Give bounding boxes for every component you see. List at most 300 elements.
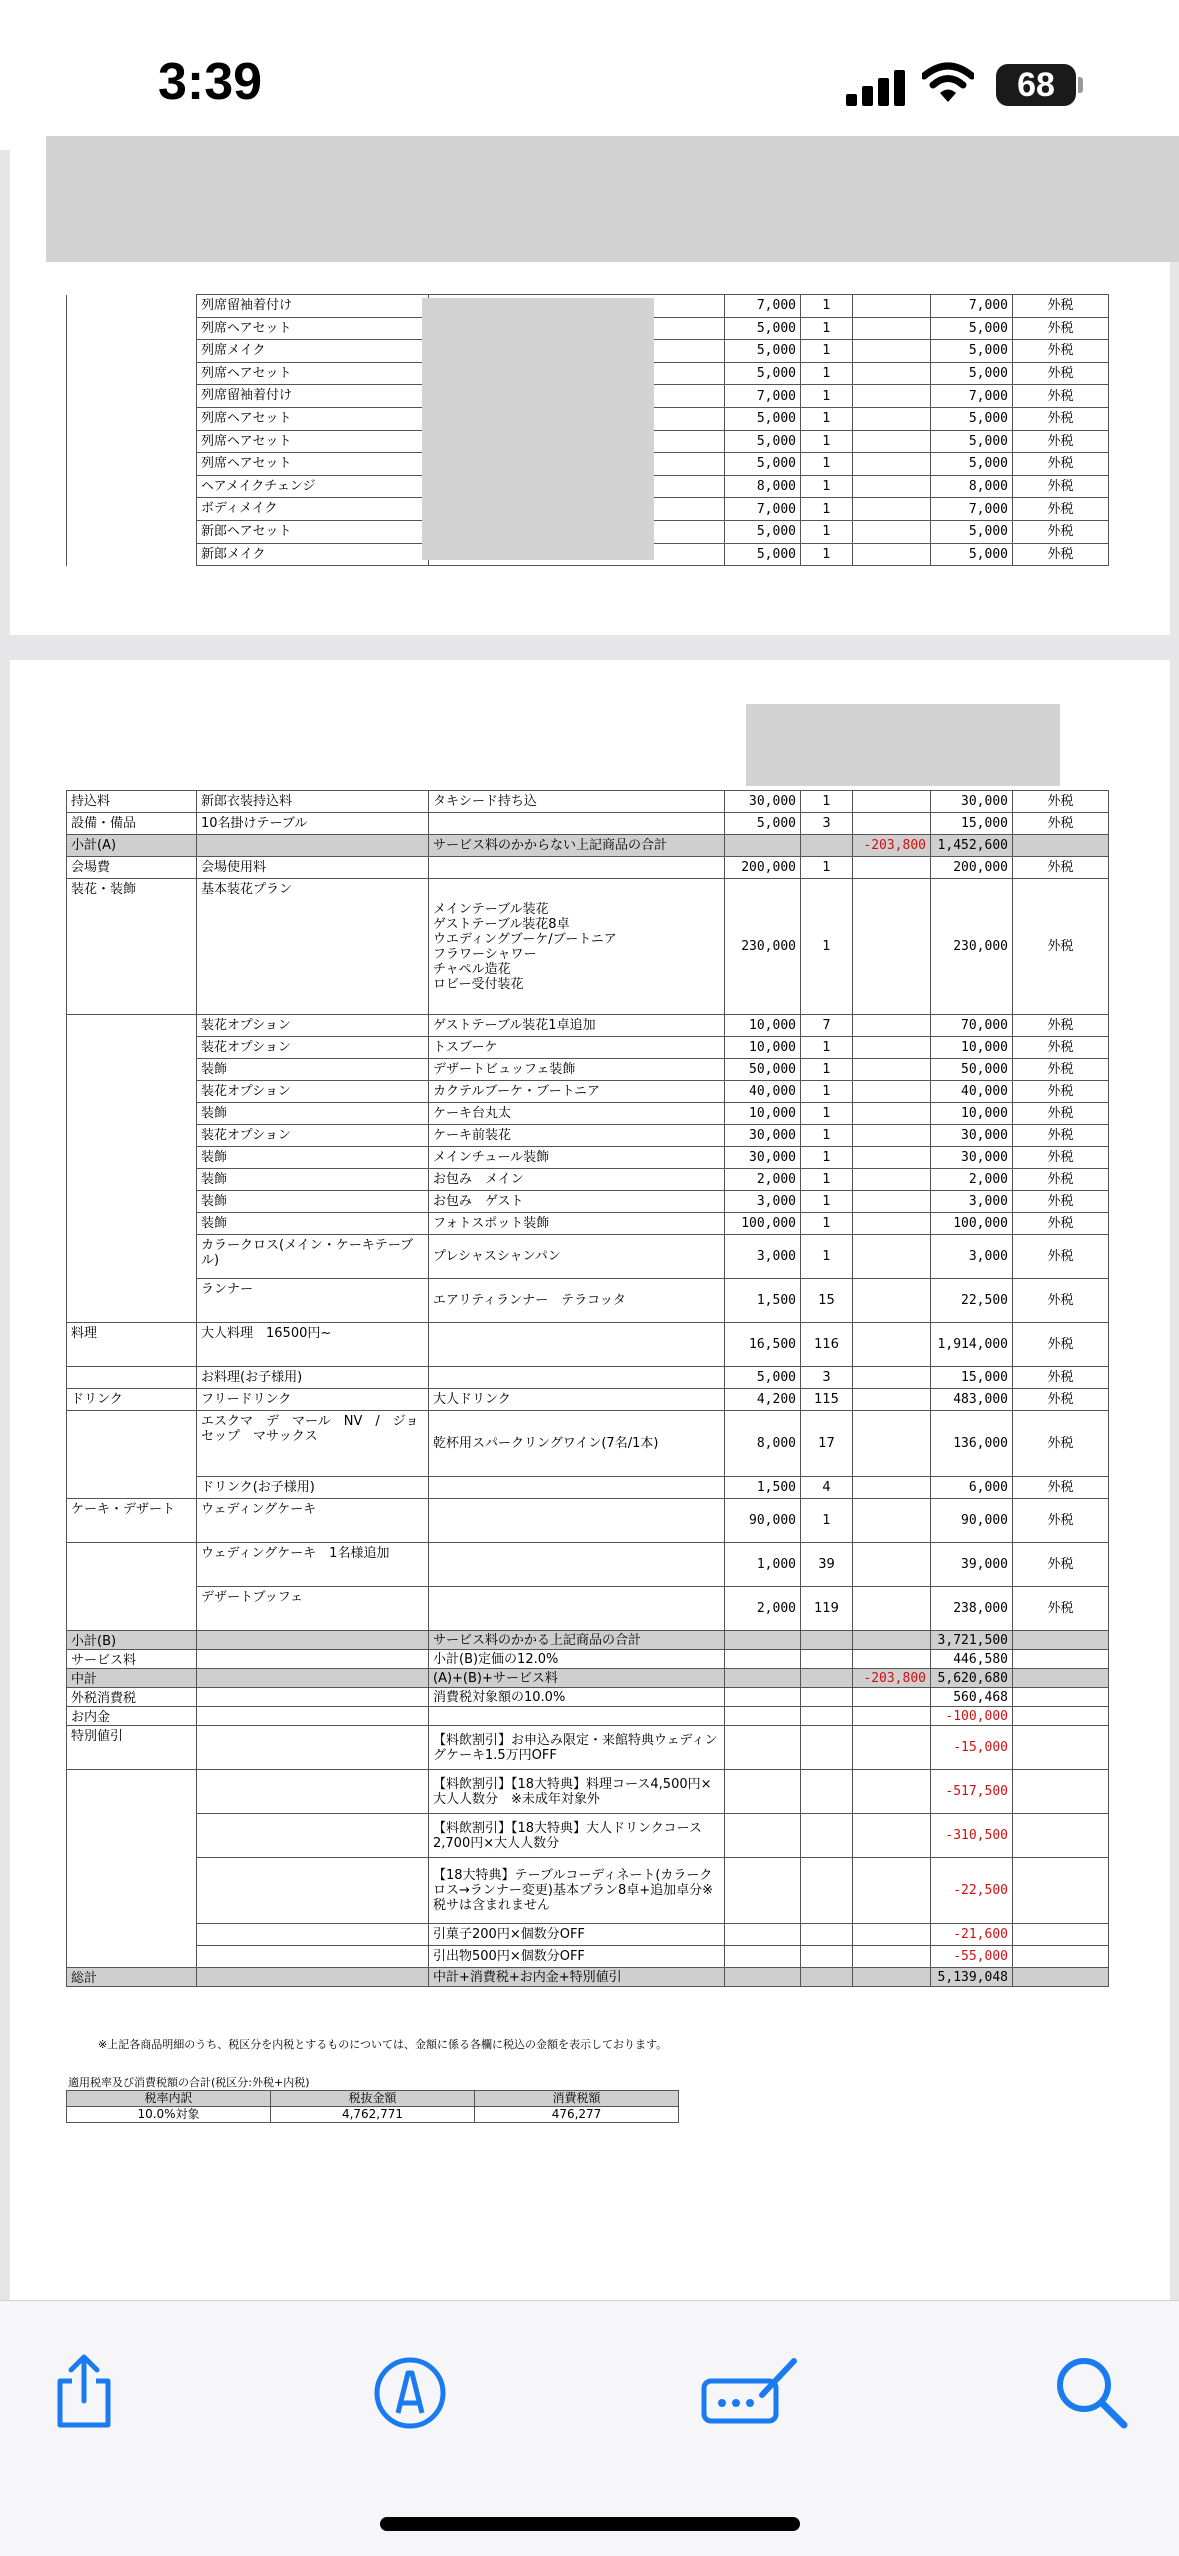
table-cell: 100,000: [725, 1213, 801, 1235]
table-cell: [1013, 1858, 1109, 1924]
table-cell: 列席ヘアセット: [197, 453, 429, 476]
table-cell: フリードリンク: [197, 1389, 429, 1411]
table-row: [67, 1543, 1109, 1587]
table-cell: 1: [801, 1147, 853, 1169]
table-cell: 装花・装飾: [67, 879, 197, 1015]
table-cell: [67, 1125, 197, 1147]
table-cell: [197, 1814, 429, 1858]
table-cell: 1,000: [725, 1543, 801, 1587]
table-cell: ウェディングケーキ: [197, 1499, 429, 1543]
table-row: [67, 1477, 1109, 1499]
table-cell: [853, 1631, 931, 1650]
table-cell: 持込料: [67, 791, 197, 813]
table-cell: 1: [801, 1037, 853, 1059]
table-cell: [1013, 1946, 1109, 1968]
table-cell: 列席留袖着付け: [197, 385, 429, 408]
table-cell: 5,000: [931, 543, 1013, 566]
table-cell: 1: [801, 1081, 853, 1103]
table-cell: 1: [801, 498, 853, 521]
table-cell: 10,000: [725, 1037, 801, 1059]
table-cell: 2,000: [725, 1587, 801, 1631]
table-cell: [801, 1726, 853, 1770]
table-cell: [853, 1946, 931, 1968]
table-cell: 新郎ヘアセット: [197, 520, 429, 543]
table-cell: [801, 1669, 853, 1688]
table-cell: 小計(B)定価の12.0%: [429, 1650, 725, 1669]
table-cell: 200,000: [931, 857, 1013, 879]
table-cell: [853, 1477, 931, 1499]
table-cell: 5,000: [725, 317, 801, 340]
table-cell: [67, 407, 197, 430]
table-cell: [853, 1688, 931, 1707]
table-cell: [1013, 1707, 1109, 1726]
table-cell: 5,000: [725, 1367, 801, 1389]
table-cell: 1: [801, 1125, 853, 1147]
tax-summary-table: [66, 2090, 679, 2123]
signature-icon[interactable]: [700, 2351, 800, 2431]
table-cell: [197, 1924, 429, 1946]
table-cell: [67, 1924, 197, 1946]
table-cell: 2,000: [931, 1169, 1013, 1191]
table-cell: 15,000: [931, 1367, 1013, 1389]
table-cell: 【18大特典】テーブルコーディネート(カラークロス→ランナー変更)基本プラン8卓+追加卓分※税サは含まれません: [429, 1858, 725, 1924]
tax-header-tax: 消費税額: [475, 2091, 679, 2107]
battery-nub-icon: [1078, 77, 1083, 93]
table-cell: [67, 520, 197, 543]
tax-net-amount: 4,762,771: [271, 2107, 475, 2123]
table-cell: プレシャスシャンパン: [429, 1235, 725, 1279]
table-cell: -310,500: [931, 1814, 1013, 1858]
table-cell: [197, 1688, 429, 1707]
table-cell: 外税: [1013, 362, 1109, 385]
table-cell: [1013, 835, 1109, 857]
table-cell: 483,000: [931, 1389, 1013, 1411]
table-cell: [801, 1858, 853, 1924]
table-row: [67, 1650, 1109, 1669]
table-cell: 5,000: [931, 430, 1013, 453]
table-cell: [853, 1411, 931, 1477]
table-cell: [67, 1081, 197, 1103]
table-cell: 6,000: [931, 1477, 1013, 1499]
table-cell: [1013, 1770, 1109, 1814]
table-cell: 装飾: [197, 1147, 429, 1169]
table-cell: 3,721,500: [931, 1631, 1013, 1650]
table-cell: 10,000: [931, 1037, 1013, 1059]
table-row: [67, 1858, 1109, 1924]
table-cell: [67, 1587, 197, 1631]
table-cell: [853, 340, 931, 363]
table-cell: 外税: [1013, 791, 1109, 813]
table-cell: [725, 1726, 801, 1770]
table-cell: [67, 1946, 197, 1968]
table-cell: [853, 543, 931, 566]
status-time: 3:39: [158, 53, 263, 111]
table-cell: [197, 1726, 429, 1770]
table-cell: 10,000: [931, 1103, 1013, 1125]
table-cell: お包み ゲスト: [429, 1191, 725, 1213]
table-cell: [725, 1650, 801, 1669]
table-cell: [67, 1213, 197, 1235]
table-row: [67, 1946, 1109, 1968]
table-cell: 5,000: [725, 430, 801, 453]
table-cell: 大人料理 16500円~: [197, 1323, 429, 1367]
table-cell: ケーキ台丸太: [429, 1103, 725, 1125]
table-cell: ウェディングケーキ 1名様追加: [197, 1543, 429, 1587]
table-cell: 外税: [1013, 543, 1109, 566]
table-cell: 5,620,680: [931, 1669, 1013, 1688]
table-cell: 乾杯用スパークリングワイン(7名/1本): [429, 1411, 725, 1477]
table-cell: 外税: [1013, 1279, 1109, 1323]
table-cell: デザートブッフェ: [197, 1587, 429, 1631]
table-cell: 30,000: [725, 791, 801, 813]
table-cell: [853, 1726, 931, 1770]
table-cell: 装飾: [197, 1191, 429, 1213]
table-cell: 10名掛けテーブル: [197, 813, 429, 835]
table-cell: [429, 1707, 725, 1726]
table-cell: 外税: [1013, 1147, 1109, 1169]
table-row: [67, 1669, 1109, 1688]
table-cell: お包み メイン: [429, 1169, 725, 1191]
table-row: [67, 1059, 1109, 1081]
table-row: [67, 1411, 1109, 1477]
table-row: [67, 1191, 1109, 1213]
table-cell: [67, 475, 197, 498]
table-row: [67, 1770, 1109, 1814]
table-cell: 消費税対象額の10.0%: [429, 1688, 725, 1707]
table-cell: 90,000: [931, 1499, 1013, 1543]
table-row: [67, 1389, 1109, 1411]
table-cell: 外税: [1013, 1169, 1109, 1191]
table-cell: 22,500: [931, 1279, 1013, 1323]
table-row: [67, 1213, 1109, 1235]
table-cell: [853, 813, 931, 835]
table-cell: ボディメイク: [197, 498, 429, 521]
table-cell: [853, 295, 931, 318]
table-cell: [67, 1103, 197, 1125]
table-cell: 1,914,000: [931, 1323, 1013, 1367]
table-cell: [853, 1367, 931, 1389]
table-cell: -21,600: [931, 1924, 1013, 1946]
table-cell: 3,000: [931, 1235, 1013, 1279]
line-items-table-page2: [66, 790, 1109, 1987]
table-cell: 外税: [1013, 857, 1109, 879]
table-cell: 外税: [1013, 453, 1109, 476]
table-cell: 特別値引: [67, 1726, 197, 1770]
table-cell: 10,000: [725, 1015, 801, 1037]
table-cell: [853, 317, 931, 340]
table-row: [67, 1015, 1109, 1037]
table-cell: 大人ドリンク: [429, 1389, 725, 1411]
table-cell: 外税: [1013, 1499, 1109, 1543]
table-cell: [1013, 1688, 1109, 1707]
table-cell: [429, 813, 725, 835]
table-row: [67, 1081, 1109, 1103]
tax-header-net: 税抜金額: [271, 2091, 475, 2107]
table-cell: 5,000: [931, 407, 1013, 430]
table-cell: [725, 1924, 801, 1946]
table-cell: 外税: [1013, 1213, 1109, 1235]
table-cell: [67, 1543, 197, 1587]
table-cell: [853, 1213, 931, 1235]
table-cell: エスクマ デ マール NV / ジョセップ マサックス: [197, 1411, 429, 1477]
table-cell: [197, 1650, 429, 1669]
table-cell: 70,000: [931, 1015, 1013, 1037]
cellular-signal-icon: [846, 66, 906, 106]
table-cell: [853, 1103, 931, 1125]
table-cell: [853, 1389, 931, 1411]
table-cell: 外税: [1013, 1389, 1109, 1411]
table-cell: 外税: [1013, 1125, 1109, 1147]
table-cell: 装花オプション: [197, 1037, 429, 1059]
table-cell: 外税: [1013, 879, 1109, 1015]
table-cell: 1: [801, 1103, 853, 1125]
table-row: [67, 1707, 1109, 1726]
table-cell: 7,000: [931, 498, 1013, 521]
share-icon[interactable]: [44, 2351, 124, 2431]
table-cell: ドリンク: [67, 1389, 197, 1411]
table-cell: [853, 1770, 931, 1814]
table-cell: サービス料: [67, 1650, 197, 1669]
table-cell: 1: [801, 407, 853, 430]
table-cell: [725, 1707, 801, 1726]
table-cell: 1: [801, 340, 853, 363]
table-cell: 3: [801, 1367, 853, 1389]
table-cell: 5,000: [725, 340, 801, 363]
status-bar: [0, 0, 1179, 150]
table-cell: [725, 1968, 801, 1987]
tax-amount: 476,277: [475, 2107, 679, 2123]
table-cell: 新郎衣装持込料: [197, 791, 429, 813]
table-cell: 1: [801, 317, 853, 340]
table-row: [67, 1814, 1109, 1858]
table-cell: 外税: [1013, 430, 1109, 453]
table-cell: 15,000: [931, 813, 1013, 835]
table-cell: -55,000: [931, 1946, 1013, 1968]
table-row: [67, 1587, 1109, 1631]
table-cell: 外税: [1013, 475, 1109, 498]
table-cell: 引出物500円×個数分OFF: [429, 1946, 725, 1968]
table-cell: ケーキ・デザート: [67, 1499, 197, 1543]
table-cell: 3,000: [931, 1191, 1013, 1213]
table-cell: 外税: [1013, 1323, 1109, 1367]
table-cell: 外税: [1013, 317, 1109, 340]
table-row: [67, 1499, 1109, 1543]
table-cell: [67, 1015, 197, 1037]
table-cell: 30,000: [725, 1147, 801, 1169]
table-cell: 3,000: [725, 1191, 801, 1213]
table-cell: 1: [801, 1499, 853, 1543]
table-cell: 39: [801, 1543, 853, 1587]
table-cell: 100,000: [931, 1213, 1013, 1235]
table-cell: [67, 453, 197, 476]
table-row: [67, 1147, 1109, 1169]
table-cell: [67, 295, 197, 318]
table-cell: 115: [801, 1389, 853, 1411]
table-cell: 5,000: [725, 520, 801, 543]
table-cell: フォトスポット装飾: [429, 1213, 725, 1235]
markup-icon[interactable]: [370, 2351, 450, 2431]
table-cell: 5,000: [725, 453, 801, 476]
table-cell: [801, 1814, 853, 1858]
table-cell: [67, 1059, 197, 1081]
table-cell: 1: [801, 453, 853, 476]
table-cell: 7,000: [725, 498, 801, 521]
table-cell: [725, 1946, 801, 1968]
table-cell: 7,000: [725, 385, 801, 408]
table-cell: [725, 1631, 801, 1650]
table-cell: [725, 1858, 801, 1924]
table-cell: 3,000: [725, 1235, 801, 1279]
table-cell: [801, 1946, 853, 1968]
table-cell: [429, 857, 725, 879]
table-cell: [853, 1125, 931, 1147]
document-page-2: [10, 660, 1170, 2300]
table-cell: [853, 362, 931, 385]
table-row: [67, 1235, 1109, 1279]
table-cell: 装飾: [197, 1169, 429, 1191]
table-cell: 8,000: [725, 475, 801, 498]
table-cell: 1: [801, 1191, 853, 1213]
table-cell: [853, 857, 931, 879]
table-row: [67, 1103, 1109, 1125]
table-cell: [801, 1968, 853, 1987]
table-cell: [1013, 1650, 1109, 1669]
table-cell: 外税: [1013, 1587, 1109, 1631]
document-page-1: [10, 150, 1170, 635]
table-cell: [853, 1059, 931, 1081]
table-cell: 外税: [1013, 385, 1109, 408]
table-cell: 116: [801, 1323, 853, 1367]
table-cell: 8,000: [725, 1411, 801, 1477]
table-cell: 5,000: [931, 340, 1013, 363]
table-cell: 40,000: [931, 1081, 1013, 1103]
table-cell: [67, 430, 197, 453]
table-cell: 2,000: [725, 1169, 801, 1191]
table-cell: [67, 543, 197, 566]
table-cell: 【料飲割引】お申込み限定・来館特典ウェディングケーキ1.5万円OFF: [429, 1726, 725, 1770]
table-cell: 30,000: [931, 791, 1013, 813]
table-cell: 外税: [1013, 1059, 1109, 1081]
table-cell: 8,000: [931, 475, 1013, 498]
table-cell: 装花オプション: [197, 1081, 429, 1103]
table-cell: [801, 1650, 853, 1669]
table-cell: [67, 1858, 197, 1924]
table-cell: (A)+(B)+サービス料: [429, 1669, 725, 1688]
table-cell: 1: [801, 543, 853, 566]
table-cell: 外税: [1013, 813, 1109, 835]
table-cell: 5,000: [931, 362, 1013, 385]
table-cell: 列席ヘアセット: [197, 407, 429, 430]
table-cell: 外税: [1013, 1367, 1109, 1389]
table-cell: 総計: [67, 1968, 197, 1987]
table-cell: 外税: [1013, 1103, 1109, 1125]
table-cell: 40,000: [725, 1081, 801, 1103]
table-cell: 1: [801, 791, 853, 813]
table-cell: [429, 1543, 725, 1587]
table-row: [67, 1279, 1109, 1323]
table-cell: [725, 835, 801, 857]
table-row: [67, 879, 1109, 1015]
table-cell: [1013, 1669, 1109, 1688]
search-icon[interactable]: [1052, 2351, 1132, 2431]
table-cell: [1013, 1631, 1109, 1650]
table-row: [67, 1323, 1109, 1367]
table-cell: [853, 453, 931, 476]
table-cell: 列席ヘアセット: [197, 430, 429, 453]
table-cell: 1: [801, 475, 853, 498]
table-cell: カラークロス(メイン・ケーキテーブル): [197, 1235, 429, 1279]
table-cell: 7,000: [931, 385, 1013, 408]
table-cell: 新郎メイク: [197, 543, 429, 566]
table-cell: [853, 1543, 931, 1587]
table-cell: [725, 1770, 801, 1814]
table-cell: 5,000: [931, 520, 1013, 543]
tax-rate: 10.0%対象: [67, 2107, 271, 2123]
table-cell: 50,000: [725, 1059, 801, 1081]
table-cell: サービス料のかかる上記商品の合計: [429, 1631, 725, 1650]
table-cell: 外税: [1013, 1411, 1109, 1477]
table-cell: [853, 1858, 931, 1924]
table-cell: 1,500: [725, 1477, 801, 1499]
table-cell: デザートビュッフェ装飾: [429, 1059, 725, 1081]
table-cell: ヘアメイクチェンジ: [197, 475, 429, 498]
table-cell: 50,000: [931, 1059, 1013, 1081]
table-cell: [853, 430, 931, 453]
table-cell: [853, 1015, 931, 1037]
table-cell: メインチュール装飾: [429, 1147, 725, 1169]
table-row: [67, 1125, 1109, 1147]
table-cell: [801, 835, 853, 857]
table-cell: [67, 1235, 197, 1279]
table-cell: 5,139,048: [931, 1968, 1013, 1987]
redacted-block: [746, 704, 1060, 786]
table-cell: メインテーブル装花 ゲストテーブル装花8卓 ウエディングブーケ/ブートニア フラワーシャワー チャペル造花 ロビー受付装花: [429, 879, 725, 1015]
table-row: [67, 813, 1109, 835]
wifi-icon: [922, 62, 974, 104]
table-cell: [67, 1477, 197, 1499]
redacted-block: [422, 298, 654, 560]
table-cell: 会場費: [67, 857, 197, 879]
table-cell: 7: [801, 1015, 853, 1037]
table-cell: ランナー: [197, 1279, 429, 1323]
table-cell: [853, 1081, 931, 1103]
table-cell: 装花オプション: [197, 1125, 429, 1147]
table-row: [67, 791, 1109, 813]
table-cell: ケーキ前装花: [429, 1125, 725, 1147]
table-cell: 4: [801, 1477, 853, 1499]
table-cell: [197, 835, 429, 857]
tax-note: ※上記各商品明細のうち、税区分を内税とするものについては、金額に係る各欄に税込の金額を表示しております。: [98, 2038, 668, 2051]
table-cell: [67, 1367, 197, 1389]
table-cell: [853, 1814, 931, 1858]
table-cell: 中計+消費税+お内金+特別値引: [429, 1968, 725, 1987]
table-cell: [1013, 1814, 1109, 1858]
table-cell: [801, 1707, 853, 1726]
table-cell: 16,500: [725, 1323, 801, 1367]
battery-indicator: 68: [996, 64, 1076, 106]
table-cell: お内金: [67, 1707, 197, 1726]
table-cell: [853, 520, 931, 543]
table-cell: [197, 1770, 429, 1814]
table-cell: 5,000: [725, 407, 801, 430]
table-cell: [1013, 1726, 1109, 1770]
table-cell: 列席留袖着付け: [197, 295, 429, 318]
table-cell: 外税: [1013, 1543, 1109, 1587]
table-cell: 560,468: [931, 1688, 1013, 1707]
table-cell: 30,000: [931, 1125, 1013, 1147]
table-cell: ドリンク(お子様用): [197, 1477, 429, 1499]
table-cell: [853, 1279, 931, 1323]
